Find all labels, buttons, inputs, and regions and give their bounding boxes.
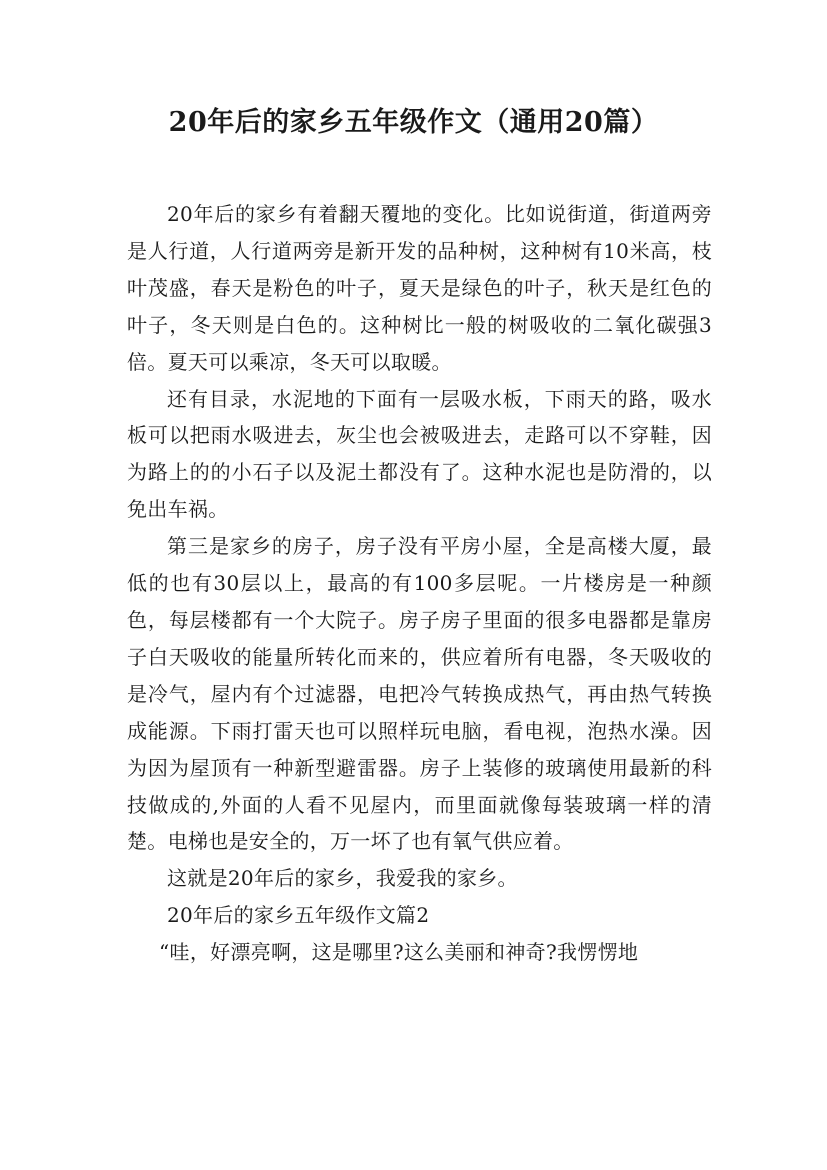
document-title: 20年后的家乡五年级作文（通用20篇） (168, 107, 659, 138)
document-body (127, 196, 712, 971)
section-heading: 20年后的家乡五年级作文篇2 (167, 903, 430, 928)
paragraph-4: 这就是20年后的家乡，我爱我的家乡。 (167, 866, 518, 891)
paragraph-5: “哇，好漂亮啊，这是哪里?这么美丽和神奇?我愣愣地 (159, 940, 639, 965)
paragraph-2: 还有目录，水泥地的下面有一层吸水板，下雨天的路，吸水板可以把雨水吸进去，灰尘也会被吸进去，走路可以不穿鞋，因为路上的的小石子以及泥土都没有了。这种水泥也是防滑的，以免出车祸。 (127, 386, 712, 522)
paragraph-3: 第三是家乡的房子，房子没有平房小屋，全是高楼大厦，最低的也有30层以上，最高的有100多层呢。一片楼房是一种颜色，每层楼都有一个大院子。房子房子里面的很多电器都是靠房子白天吸收的能量所转化而来的，供应着所有电器，冬天吸收的是冷气，屋内有个过滤器，电把冷气转换成热气，再由热气转换成能源。下雨打雷天也可以照样玩电脑，看电视，泡热水澡。因为因为屋顶有一种新型避雷器。房子上装修的玻璃使用最新的科技做成的,外面的人看不见屋内，而里面就像每装玻璃一样的清楚。电梯也是安全的，万一坏了也有氧气供应着。 (127, 534, 712, 854)
paragraph-1: 20年后的家乡有着翻天覆地的变化。比如说街道，街道两旁是人行道，人行道两旁是新开发的品种树，这种树有10米高，枝叶茂盛，春天是粉色的叶子，夏天是绿色的叶子，秋天是红色的叶子，冬天则是白色的。这种树比一般的树吸收的二氧化碳强3倍。夏天可以乘凉，冬天可以取暖。 (127, 202, 712, 374)
